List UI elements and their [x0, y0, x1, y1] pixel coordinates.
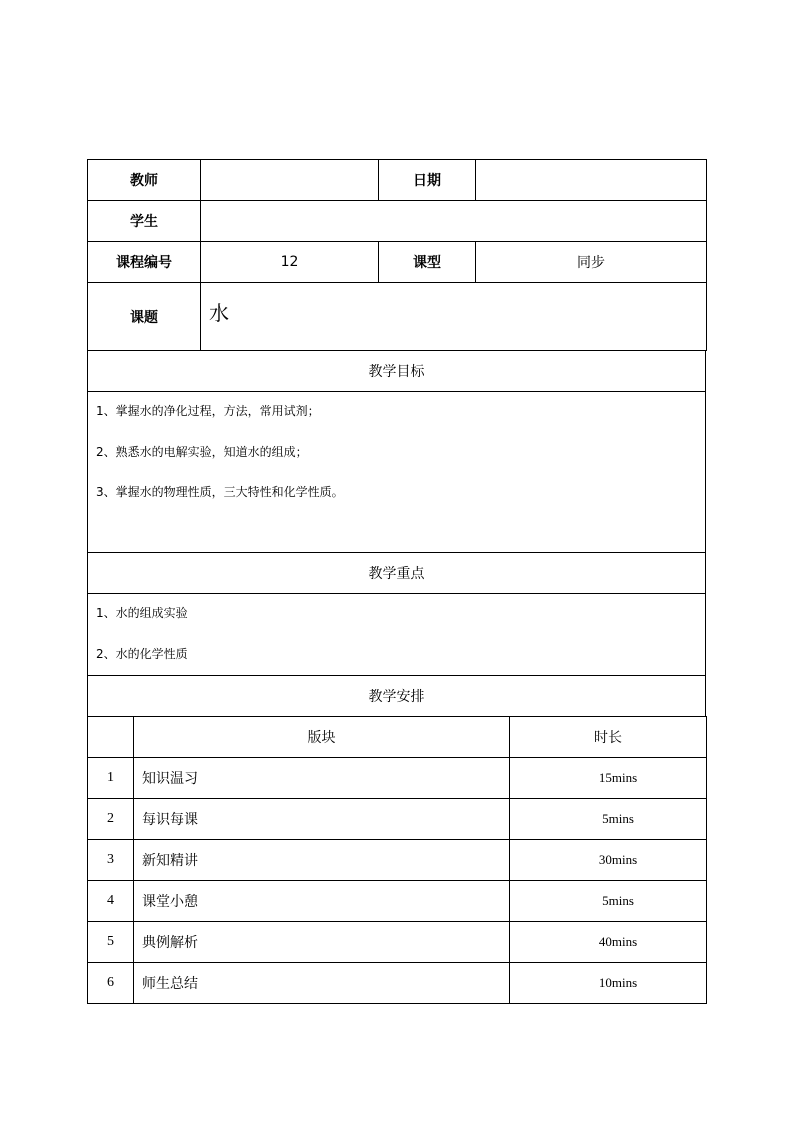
objective-item: 1、掌握水的净化过程，方法，常用试剂；	[96, 404, 320, 418]
row-section: 典例解析	[134, 922, 510, 963]
table-row	[88, 963, 707, 1004]
key-point-item: 2、水的化学性质	[96, 646, 188, 661]
key-point-item: 1、水的组成实验	[96, 606, 188, 620]
schedule-duration-header: 时长	[510, 717, 707, 758]
table-row	[88, 922, 707, 963]
row-duration: 5mins	[510, 881, 707, 922]
date-value	[476, 160, 707, 201]
objectives-title: 教学目标	[88, 351, 706, 392]
objectives-list	[88, 392, 706, 553]
row-section: 课堂小憩	[134, 881, 510, 922]
row-duration: 10mins	[510, 963, 707, 1004]
student-label: 学生	[88, 201, 201, 242]
teacher-label: 教师	[88, 160, 201, 201]
course-type-value: 同步	[476, 242, 707, 283]
row-section: 知识温习	[134, 758, 510, 799]
key-points-title: 教学重点	[88, 553, 706, 594]
row-number: 2	[88, 799, 134, 840]
schedule-title: 教学安排	[88, 676, 706, 717]
course-no-label: 课程编号	[88, 242, 201, 283]
objectives-table	[87, 350, 706, 717]
row-number: 3	[88, 840, 134, 881]
course-no-value: 12	[201, 242, 379, 283]
table-row	[88, 840, 707, 881]
row-number: 4	[88, 881, 134, 922]
lesson-plan-sheet	[87, 159, 706, 1004]
header-table	[87, 159, 707, 351]
topic-value: 水	[201, 283, 707, 351]
row-duration: 5mins	[510, 799, 707, 840]
key-points-list	[88, 594, 706, 676]
row-number: 6	[88, 963, 134, 1004]
row-duration: 30mins	[510, 840, 707, 881]
row-duration: 15mins	[510, 758, 707, 799]
table-row	[88, 758, 707, 799]
objective-item: 3、掌握水的物理性质，三大特性和化学性质。	[96, 485, 344, 499]
row-number: 1	[88, 758, 134, 799]
row-duration: 40mins	[510, 922, 707, 963]
row-number: 5	[88, 922, 134, 963]
topic-label: 课题	[88, 283, 201, 351]
date-label: 日期	[379, 160, 476, 201]
table-row	[88, 881, 707, 922]
teacher-value	[201, 160, 379, 201]
course-type-label: 课型	[379, 242, 476, 283]
schedule-table	[87, 716, 707, 1004]
row-section: 师生总结	[134, 963, 510, 1004]
row-section: 新知精讲	[134, 840, 510, 881]
row-section: 每识每课	[134, 799, 510, 840]
schedule-no-header	[88, 717, 134, 758]
schedule-section-header: 版块	[134, 717, 510, 758]
objective-item: 2、熟悉水的电解实验，知道水的组成；	[96, 444, 308, 459]
table-row	[88, 799, 707, 840]
student-value	[201, 201, 707, 242]
